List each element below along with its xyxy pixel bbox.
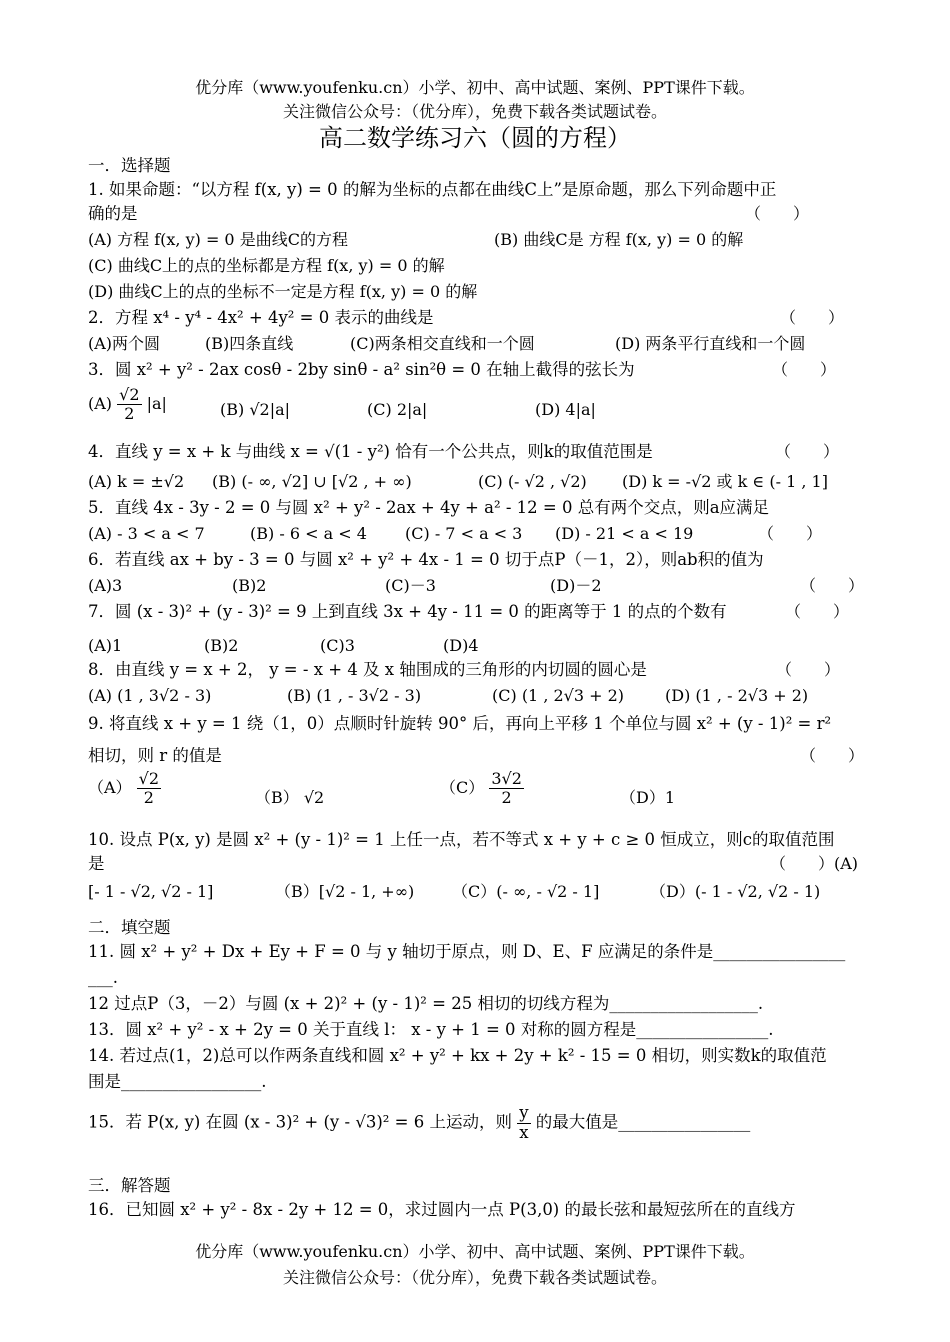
q10-stem-line2: 是 [88, 854, 105, 873]
q8-option-d: (D) (1 , - 2√3 + 2) [665, 686, 809, 705]
q6-option-c: (C)－3 [385, 576, 436, 595]
footer-line-2: 关注微信公众号：（优分库），免费下载各类试题试卷。 [282, 1268, 667, 1287]
page-title: 高二数学练习六（圆的方程） [319, 124, 631, 152]
q2-stem: 2．方程 x⁴ - y⁴ - 4x² + 4y² = 0 表示的曲线是 [88, 308, 434, 327]
q10-option-a: [- 1 - √2, √2 - 1] [88, 882, 214, 901]
q9-option-d: （D）1 [620, 788, 676, 807]
q5-option-d: (D) - 21 < a < 19 [555, 524, 694, 543]
q12: 12 过点P（3，－2）与圆 (x + 2)² + (y - 1)² = 25 相切的切线方程为__________________. [88, 994, 764, 1013]
q6-stem: 6．若直线 ax + by - 3 = 0 与圆 x² + y² + 4x - 1 = 0 切于点P（－1，2），则ab积的值为 [88, 550, 764, 569]
header-line-2: 关注微信公众号：（优分库），免费下载各类试题试卷。 [282, 102, 667, 121]
q8-answer-paren: （ ） [776, 660, 841, 679]
q7-option-d: (D)4 [443, 636, 479, 655]
q8-option-a: (A) (1 , 3√2 - 3) [88, 686, 212, 705]
q7-option-b: (B)2 [204, 636, 239, 655]
q10-option-c: （C）(- ∞, - √2 - 1] [452, 882, 600, 901]
q11-line1: 11. 圆 x² + y² + Dx + Ey + F = 0 与 y 轴切于原点，则 D、E、F 应满足的条件是________________ [88, 942, 846, 961]
q4-option-d: (D) k = -√2 或 k ∈ (- 1 , 1] [622, 472, 828, 491]
q1-option-d: (D) 曲线C上的点的坐标不一定是方程 f(x, y) = 0 的解 [88, 282, 478, 301]
q5-option-b: (B) - 6 < a < 4 [250, 524, 367, 543]
q3-option-a-fraction: $\frac{√2}{2}$ [119, 385, 140, 423]
q10-option-b: （B）[√2 - 1, +∞) [275, 882, 415, 901]
q1-option-c: (C) 曲线C上的点的坐标都是方程 f(x, y) = 0 的解 [88, 256, 445, 275]
section-solve-heading: 三．解答题 [88, 1176, 171, 1195]
q1-option-a: (A) 方程 f(x, y) = 0 是曲线C的方程 [88, 230, 348, 249]
q10-option-d: （D）(- 1 - √2, √2 - 1) [650, 882, 821, 901]
q4-answer-paren: （ ） [775, 442, 840, 461]
q4-option-a: (A) k = ±√2 [88, 472, 185, 491]
q9-stem-line1: 9. 将直线 x + y = 1 绕（1，0）点顺时针旋转 90° 后，再向上平移 1 个单位与圆 x² + (y - 1)² = r² [88, 714, 832, 733]
q9-option-b: （B） √2 [255, 788, 325, 807]
q15: 15．若 P(x, y) 在圆 (x - 3)² + (y - √3)² = 6 上运动，则 $\frac{y}{x}$ 的最大值是________________ [88, 1104, 751, 1142]
q16: 16．已知圆 x² + y² - 8x - 2y + 12 = 0，求过圆内一点 P(3,0) 的最长弦和最短弦所在的直线方 [88, 1200, 796, 1219]
q8-option-c: (C) (1 , 2√3 + 2) [492, 686, 625, 705]
q4-option-c: (C) (- √2 , √2) [478, 472, 587, 491]
footer-line-1: 优分库（www.youfenku.cn）小学、初中、高中试题、案例、PPT课件下载。 [195, 1242, 755, 1261]
q14-line2: 围是_________________. [88, 1072, 267, 1091]
q5-option-a: (A) - 3 < a < 7 [88, 524, 205, 543]
section-choice-heading: 一．选择题 [88, 156, 171, 175]
q3-option-d: (D) 4|a| [535, 400, 596, 419]
section-fill-heading: 二．填空题 [88, 918, 171, 937]
q3-option-c: (C) 2|a| [367, 400, 428, 419]
q13: 13．圆 x² + y² - x + 2y = 0 关于直线 l： x - y + 1 = 0 对称的圆方程是________________. [88, 1020, 774, 1039]
q9-stem-line2: 相切，则 r 的值是 [88, 746, 222, 765]
q3-option-b: (B) √2|a| [220, 400, 291, 419]
q7-option-c: (C)3 [320, 636, 355, 655]
header-line-1: 优分库（www.youfenku.cn）小学、初中、高中试题、案例、PPT课件下载。 [195, 78, 755, 97]
q8-stem: 8．由直线 y = x + 2， y = - x + 4 及 x 轴围成的三角形的内切圆的圆心是 [88, 660, 647, 679]
q7-answer-paren: （ ） [785, 602, 850, 621]
q8-option-b: (B) (1 , - 3√2 - 3) [287, 686, 422, 705]
q2-option-c: (C)两条相交直线和一个圆 [350, 334, 535, 353]
q10-stem-line1: 10. 设点 P(x, y) 是圆 x² + (y - 1)² = 1 上任一点，若不等式 x + y + c ≥ 0 恒成立，则c的取值范围 [88, 830, 835, 849]
q2-answer-paren: （ ） [780, 308, 845, 327]
q5-answer-paren: （ ） [758, 524, 823, 543]
q1-stem-line2: 确的是 [88, 204, 138, 223]
q9-option-c: （C） $\frac{3√2}{2}$ [440, 769, 522, 807]
q5-option-c: (C) - 7 < a < 3 [405, 524, 523, 543]
q10-answer-paren: （ ）(A) [770, 854, 859, 873]
q9-answer-paren: （ ） [800, 746, 865, 765]
q2-option-b: (B)四条直线 [205, 334, 294, 353]
q7-option-a: (A)1 [88, 636, 123, 655]
q6-option-a: (A)3 [88, 576, 123, 595]
q9-option-c-fraction: $\frac{3√2}{2}$ [491, 769, 522, 807]
q4-stem: 4．直线 y = x + k 与曲线 x = √(1 - y²) 恰有一个公共点，则k的取值范围是 [88, 442, 653, 461]
q6-answer-paren: （ ） [800, 576, 865, 595]
q1-stem-line1: 1. 如果命题：“以方程 f(x, y) = 0 的解为坐标的点都在曲线C上”是原命题，那么下列命题中正 [88, 180, 777, 199]
q1-answer-paren: （ ） [745, 204, 810, 223]
q2-option-a: (A)两个圆 [88, 334, 161, 353]
q2-option-d: (D) 两条平行直线和一个圆 [615, 334, 806, 353]
q3-stem: 3．圆 x² + y² - 2ax cosθ - 2by sinθ - a² sin²θ = 0 在轴上截得的弦长为 [88, 360, 635, 379]
q6-option-b: (B)2 [232, 576, 267, 595]
q3-answer-paren: （ ） [772, 360, 837, 379]
q6-option-d: (D)－2 [550, 576, 602, 595]
q4-option-b: (B) (- ∞, √2] ∪ [√2 , + ∞) [212, 472, 412, 491]
q1-option-b: (B) 曲线C是 方程 f(x, y) = 0 的解 [494, 230, 744, 249]
q9-option-a: （A） $\frac{√2}{2}$ [88, 769, 160, 807]
q5-stem: 5．直线 4x - 3y - 2 = 0 与圆 x² + y² - 2ax + 4y + a² - 12 = 0 总有两个交点，则a应满足 [88, 498, 770, 517]
q7-stem: 7．圆 (x - 3)² + (y - 3)² = 9 上到直线 3x + 4y - 11 = 0 的距离等于 1 的点的个数有 [88, 602, 727, 621]
q9-option-a-fraction: $\frac{√2}{2}$ [138, 769, 160, 807]
q14-line1: 14. 若过点(1，2)总可以作两条直线和圆 x² + y² + kx + 2y + k² - 15 = 0 相切，则实数k的取值范 [88, 1046, 827, 1065]
q15-fraction: $\frac{y}{x}$ [519, 1104, 529, 1142]
q11-line2: ___. [88, 968, 118, 987]
q3-option-a: (A) $\frac{√2}{2}$ |a| [88, 385, 167, 423]
